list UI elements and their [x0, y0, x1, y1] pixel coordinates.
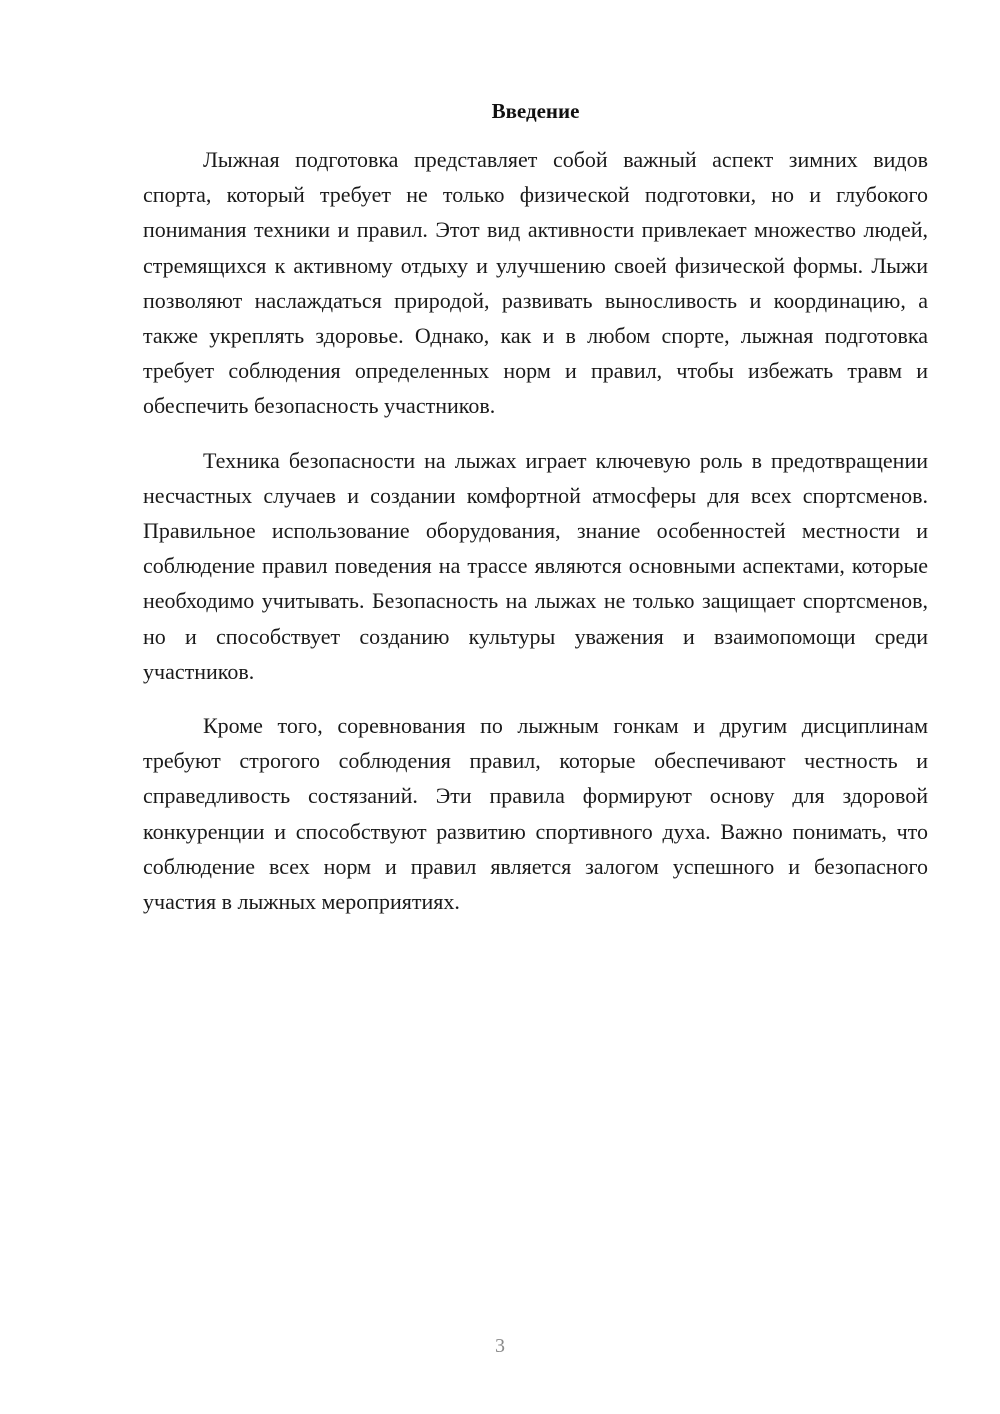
- page-number: 3: [495, 1335, 505, 1357]
- section-heading: Введение: [491, 99, 580, 123]
- paragraph-3: Кроме того, соревнования по лыжным гонкам и другим дисциплинам требуют строгого соблюдения правил, которые обеспечивают честность и справедливость состязаний. Эти правила формируют основу для здоровой конкуренции и способствуют развитию спортивного духа. Важно понимать, что соблюдение всех норм и правил является залогом успешного и безопасного участия в лыжных мероприятиях.: [143, 713, 928, 915]
- paragraph-1: Лыжная подготовка представляет собой важный аспект зимних видов спорта, который требует не только физической подготовки, но и глубокого понимания техники и правил. Этот вид активности привлекает множество людей, стремящихся к активному отдыху и улучшению своей физической формы. Лыжи позволяют наслаждаться природой, развивать выносливость и координацию, а также укреплять здоровье. Однако, как и в любом спорте, лыжная подготовка требует соблюдения определенных норм и правил, чтобы избежать травм и обеспечить безопасность участников.: [143, 147, 928, 419]
- body-text: [143, 142, 928, 938]
- paragraph-2: Техника безопасности на лыжах играет ключевую роль в предотвращении несчастных случаев и создании комфортной атмосферы для всех спортсменов. Правильное использование оборудования, знание особенностей местности и соблюдение правил поведения на трассе являются основными аспектами, которые необходимо учитывать. Безопасность на лыжах не только защищает спортсменов, но и способствует созданию культуры уважения и взаимопомощи среди участников.: [143, 447, 928, 684]
